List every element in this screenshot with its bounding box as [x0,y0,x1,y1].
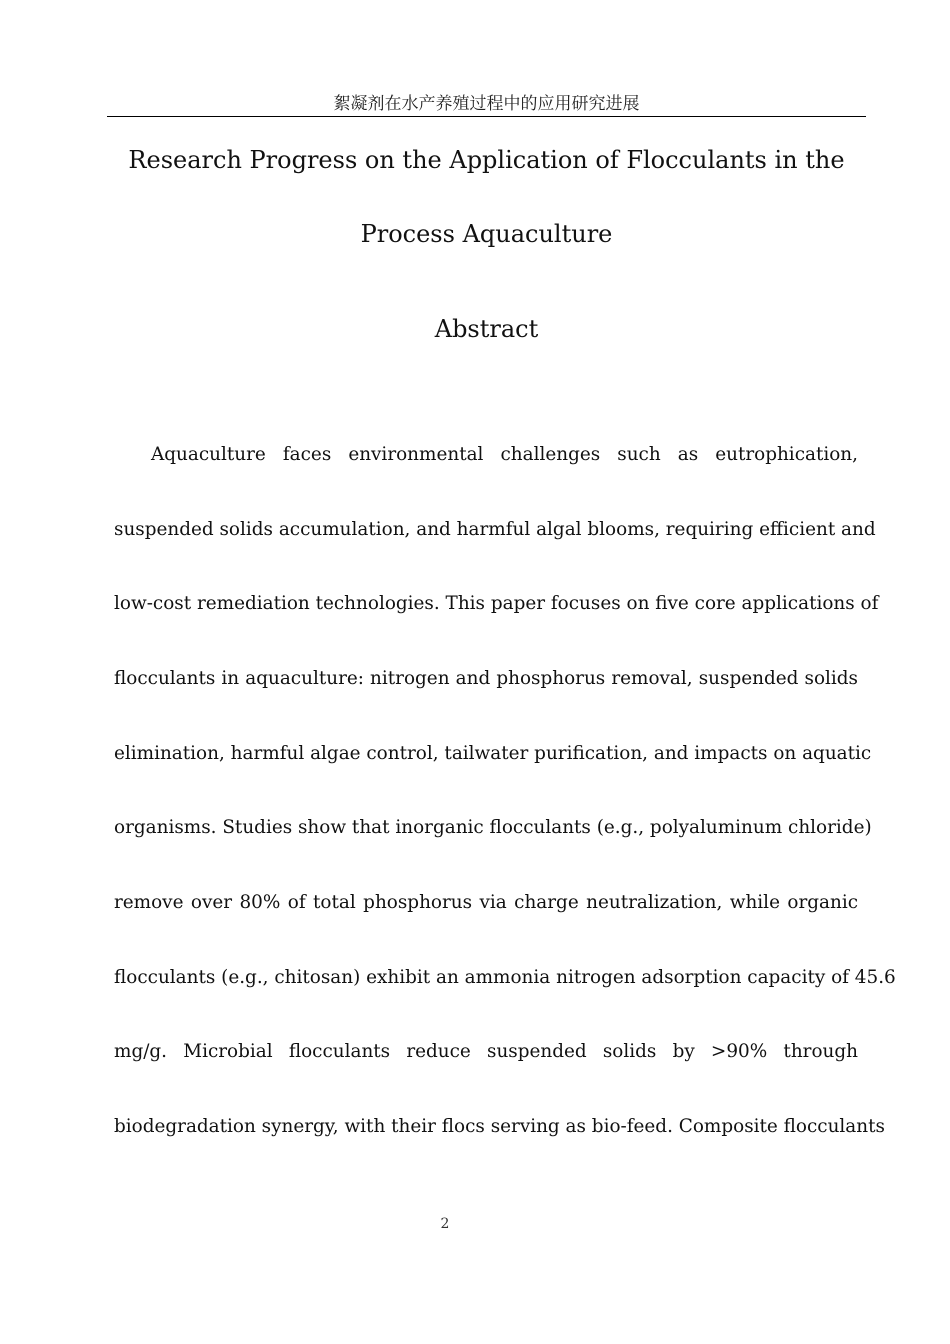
abstract-line: flocculants (e.g., chitosan) exhibit an ammonia nitrogen adsorption capacity of 45.6 [114,967,896,988]
page-number: 2 [440,1216,450,1232]
abstract-line: remove over 80% of total phosphorus via charge neutralization, while organic [114,892,858,913]
paper-title-line-2: Process Aquaculture [360,220,613,248]
running-header: 絮凝剂在水产养殖过程中的应用研究进展 [107,92,866,117]
abstract-line: flocculants in aquaculture: nitrogen and phosphorus removal, suspended solids [114,668,858,689]
abstract-line: organisms. Studies show that inorganic flocculants (e.g., polyaluminum chloride) [114,817,872,838]
abstract-line: low-cost remediation technologies. This paper focuses on five core applications of [114,593,879,614]
abstract-line: suspended solids accumulation, and harmful algal blooms, requiring efficient and [114,519,876,540]
abstract-line: biodegradation synergy, with their flocs serving as bio-feed. Composite flocculants [114,1116,885,1137]
abstract-line: Aquaculture faces environmental challenges such as eutrophication, [151,444,858,465]
abstract-line: elimination, harmful algae control, tailwater purification, and impacts on aquatic [114,743,872,764]
abstract-line: mg/g. Microbial flocculants reduce suspended solids by >90% through [114,1041,858,1062]
abstract-heading: Abstract [434,315,539,343]
paper-title-line-1: Research Progress on the Application of Flocculants in the [128,146,845,174]
